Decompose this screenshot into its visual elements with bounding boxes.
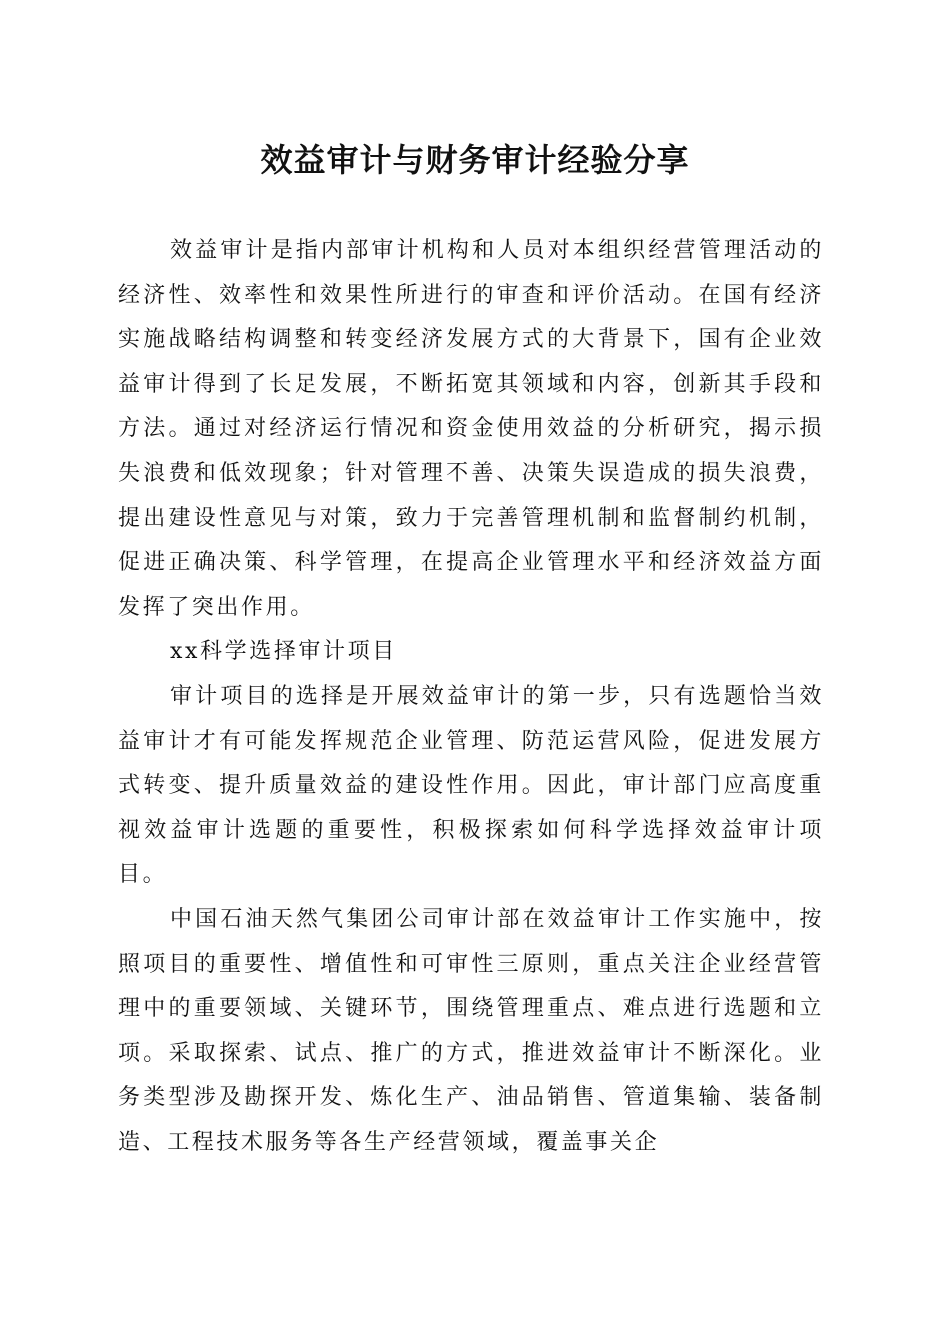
section-heading: xx科学选择审计项目 [170,639,397,665]
document-body [118,229,824,1165]
paragraph-cnpc-practice: 中国石油天然气集团公司审计部在效益审计工作实施中，按照项目的重要性、增值性和可审性三原则，重点关注企业经营管理中的重要领域、关键环节，围绕管理重点、难点进行选题和立项。采取探索、试点、推广的方式，推进效益审计不断深化。业务类型涉及勘探开发、炼化生产、油品销售、管道集输、装备制造、工程技术服务等各生产经营领域，覆盖事关企 [118,906,824,1155]
document-title: 效益审计与财务审计经验分享 [260,141,690,179]
paragraph-intro: 效益审计是指内部审计机构和人员对本组织经营管理活动的经济性、效率性和效果性所进行的审查和评价活动。在国有经济实施战略结构调整和转变经济发展方式的大背景下，国有企业效益审计得到了长足发展，不断拓宽其领域和内容，创新其手段和方法。通过对经济运行情况和资金使用效益的分析研究，揭示损失浪费和低效现象；针对管理不善、决策失误造成的损失浪费，提出建设性意见与对策，致力于完善管理机制和监督制约机制，促进正确决策、科学管理，在提高企业管理水平和经济效益方面发挥了突出作用。 [118,238,824,620]
paragraph-project-selection: 审计项目的选择是开展效益审计的第一步，只有选题恰当效益审计才有可能发挥规范企业管理、防范运营风险，促进发展方式转变、提升质量效益的建设性作用。因此，审计部门应高度重视效益审计选题的重要性，积极探索如何科学选择效益审计项目。 [118,683,824,888]
